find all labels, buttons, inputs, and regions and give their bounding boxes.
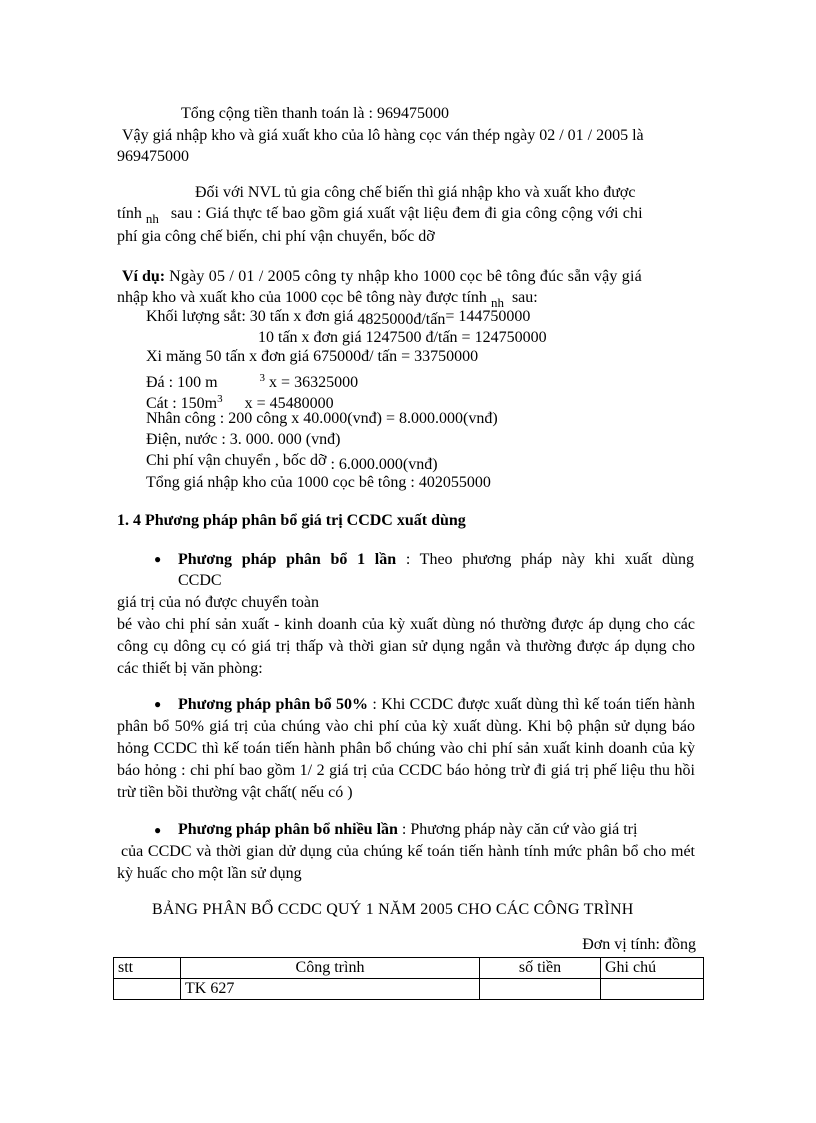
table-title: BẢNG PHÂN BỔ CCDC QUÝ 1 NĂM 2005 CHO CÁC CÔNG TRÌNH [152,901,634,918]
allocation-table [113,957,704,1000]
nvl-paragraph [117,182,695,204]
nvl-line-1: Đối với NVL tủ gia công chế biến thì giá nhập kho và xuất kho được [195,184,636,201]
labor-cost-line: Nhân công : 200 công x 40.000(vnđ) = 8.000.000(vnđ) [146,410,498,427]
conclusion-line: Vậy giá nhập kho và giá xuất kho của lô hàng cọc ván thép ngày 02 / 01 / 2005 là [122,127,644,144]
steel-cost-line: Khối lượng sắt: 30 tấn x đơn giá 4825000đ/tấn= 144750000 [146,308,531,328]
nh-subscript-2: nh [490,295,504,310]
nvl-line-2: tính $_{nh}$ sau : Giá thực tế bao gồm giá xuất vật liệu đem đi gia công cộng với chi [117,205,643,226]
method3-body: của CCDC và thời gian dử dụng của chúng kế toán tiến hành tính mức phân bổ cho mét kỳ huấc cho một lần sử dụng [117,843,695,882]
header-stt: stt [114,958,181,979]
conclusion-value: 969475000 [117,148,189,165]
example-line-2: nhập kho và xuất kho của 1000 cọc bê tông này được tính $_{nh}$ sau: [117,289,538,310]
nh-subscript: nh [145,211,159,226]
table-row [114,979,704,1000]
method1-line-3: giá trị của nó được chuyển toàn [117,594,319,611]
bullet-icon: ● [154,552,162,566]
method1-line-1: Phương pháp phân bổ 1 lần : Theo phương pháp này khi xuất dùng [178,551,695,568]
transport-cost-line: Chi phí vận chuyển , bốc dỡ : 6.000.000(vnđ) [146,452,438,473]
cell-amount [480,979,601,1000]
method3-line-1: Phương pháp phân bổ nhiều lần : Phương pháp này căn cứ vào giá trị [178,821,638,838]
method2-title: Phương pháp phân bổ 50% [178,696,368,713]
example-line-1: Ví dụ: Ngày 05 / 01 / 2005 công ty nhập kho 1000 cọc bê tông đúc sẵn vậy giá [122,268,642,285]
cell-note [601,979,704,1000]
total-payment-line: Tổng cộng tiền thanh toán là : 969475000 [181,105,449,122]
example-label: Ví dụ: [122,268,166,285]
steel-cost-line-2: 10 tấn x đơn giá 1247500 đ/tấn = 124750000 [258,329,547,346]
header-note: Ghi chú [601,958,704,979]
table-unit: Đơn vị tính: đồng [582,936,696,953]
table-header-row [114,958,704,979]
method1-line-2: CCDC [178,572,222,589]
header-project: Công trình [181,958,480,979]
stone-cost-line: Đá : 100 m $^3$ x = 36325000 [146,372,359,391]
bullet-icon: ● [154,823,162,837]
method1-title: Phương pháp phân bổ 1 lần [178,551,397,568]
utilities-cost-line: Điện, nước : 3. 000. 000 (vnđ) [146,431,341,448]
total-import-line: Tổng giá nhập kho của 1000 cọc bê tông : 402055000 [146,474,491,491]
method1-body: bé vào chi phí sản xuất - kinh doanh của kỳ xuất dùng nó thường được áp dụng cho các công cụ dông cụ có giá trị thấp và thời gian sử dụng ngắn và thường được áp dụng cho các thiết bị văn phòng: [117,616,695,677]
section-heading: 1. 4 Phương pháp phân bổ giá trị CCDC xuất dùng [117,512,466,529]
method3-title: Phương pháp phân bổ nhiều lần [178,821,398,838]
sand-cost-line: Cát : $150m^3$ x = 45480000 [146,393,334,412]
header-amount: số tiền [480,958,601,979]
method2-paragraph: Phương pháp phân bổ 50% : Khi CCDC được xuất dùng thì kế toán tiến hành phân bổ 50% giá trị của chúng vào chi phí của kỳ xuất dùng. Khi bộ phận sử dụng báo hỏng CCDC thì kế toán tiến hành phân bổ chúng vào chi phí sản xuất kinh doanh của kỳ báo hỏng : chi phí bao gồm 1/ 2 giá trị của CCDC báo hỏng trừ đi giá trị phế liệu thu hồi trừ tiền bồi thường vật chất( nếu có ) [117,696,695,801]
nvl-line-3: phí gia công chế biến, chi phí vận chuyển, bốc dỡ [117,228,435,245]
cell-stt [114,979,181,1000]
bullet-icon: ● [154,697,162,711]
cell-project: TK 627 [181,979,480,1000]
cement-cost-line: Xi măng 50 tấn x đơn giá 675000đ/ tấn = 33750000 [146,348,479,365]
